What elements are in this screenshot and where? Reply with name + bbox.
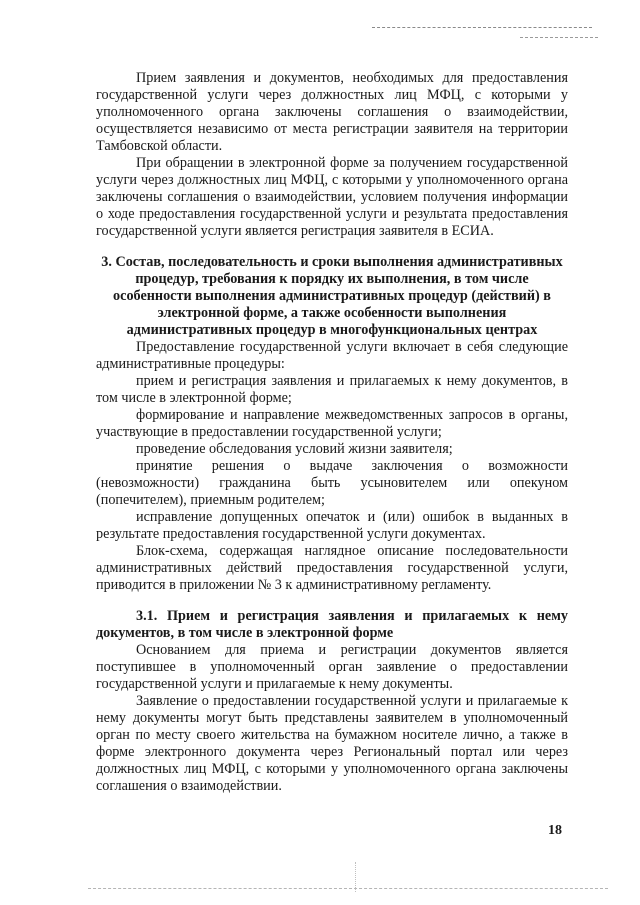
list-item: проведение обследования условий жизни заявителя; xyxy=(136,441,453,457)
paragraph: При обращении в электронной форме за получением государственной услуги через должностных лиц МФЦ, с которыми у уполномоченного органа заключены соглашения о взаимодействии, условием получения информации о ходе предоставления государственной услуги и результата предоставления государственной услуги является регистрация заявителя в ЕСИА. xyxy=(96,155,568,239)
list-item: формирование и направление межведомственных запросов в органы, участвующие в предоставлении государственной услуги; xyxy=(96,407,568,440)
list-item: прием и регистрация заявления и прилагаемых к нему документов, в том числе в электронной форме; xyxy=(96,373,568,406)
paragraph: Заявление о предоставлении государственной услуги и прилагаемые к нему документы могут быть представлены заявителем в уполномоченный орган по месту своего жительства на бумажном носителе лично, а также в форме электронного документа через Региональный портал или через должностных лиц МФЦ, с которыми у уполномоченного органа заключены соглашения о взаимодействии. xyxy=(96,693,568,794)
section-heading: 3. Состав, последовательность и сроки выполнения административных процедур, требования к порядку их выполнения, в том числе особенности выполнения административных процедур (действий) в электронной форме, а также особенности выполнения административных процедур в многофункциональных центрах xyxy=(101,254,563,338)
paragraph: Блок-схема, содержащая наглядное описание последовательности административных действий предоставления государственной услуги, приводится в приложении № 3 к административному регламенту. xyxy=(96,543,568,593)
paragraph: Прием заявления и документов, необходимых для предоставления государственной услуги через должностных лиц МФЦ, с которыми у уполномоченного органа заключены соглашения о взаимодействии, осуществляется независимо от места регистрации заявителя на территории Тамбовской области. xyxy=(96,70,568,154)
subsection-heading: 3.1. Прием и регистрация заявления и прилагаемых к нему документов, в том числе в электронной форме xyxy=(96,608,568,641)
scan-artifact-line xyxy=(88,888,608,889)
document-page xyxy=(96,70,568,795)
paragraph: Основанием для приема и регистрации документов является поступившее в уполномоченный орган заявление о предоставлении государственной услуги и прилагаемые к нему документы. xyxy=(96,642,568,692)
list-item: исправление допущенных опечаток и (или) ошибок в выданных в результате предоставления государственной услуги документах. xyxy=(96,509,568,542)
scan-artifact-line xyxy=(372,27,592,28)
page-number: 18 xyxy=(548,823,562,838)
scan-artifact-line xyxy=(520,37,598,38)
paragraph: Предоставление государственной услуги включает в себя следующие административные процедуры: xyxy=(96,339,568,372)
list-item: принятие решения о выдаче заключения о возможности (невозможности) гражданина быть усыновителем или опекуном (попечителем), приемным родителем; xyxy=(96,458,568,508)
